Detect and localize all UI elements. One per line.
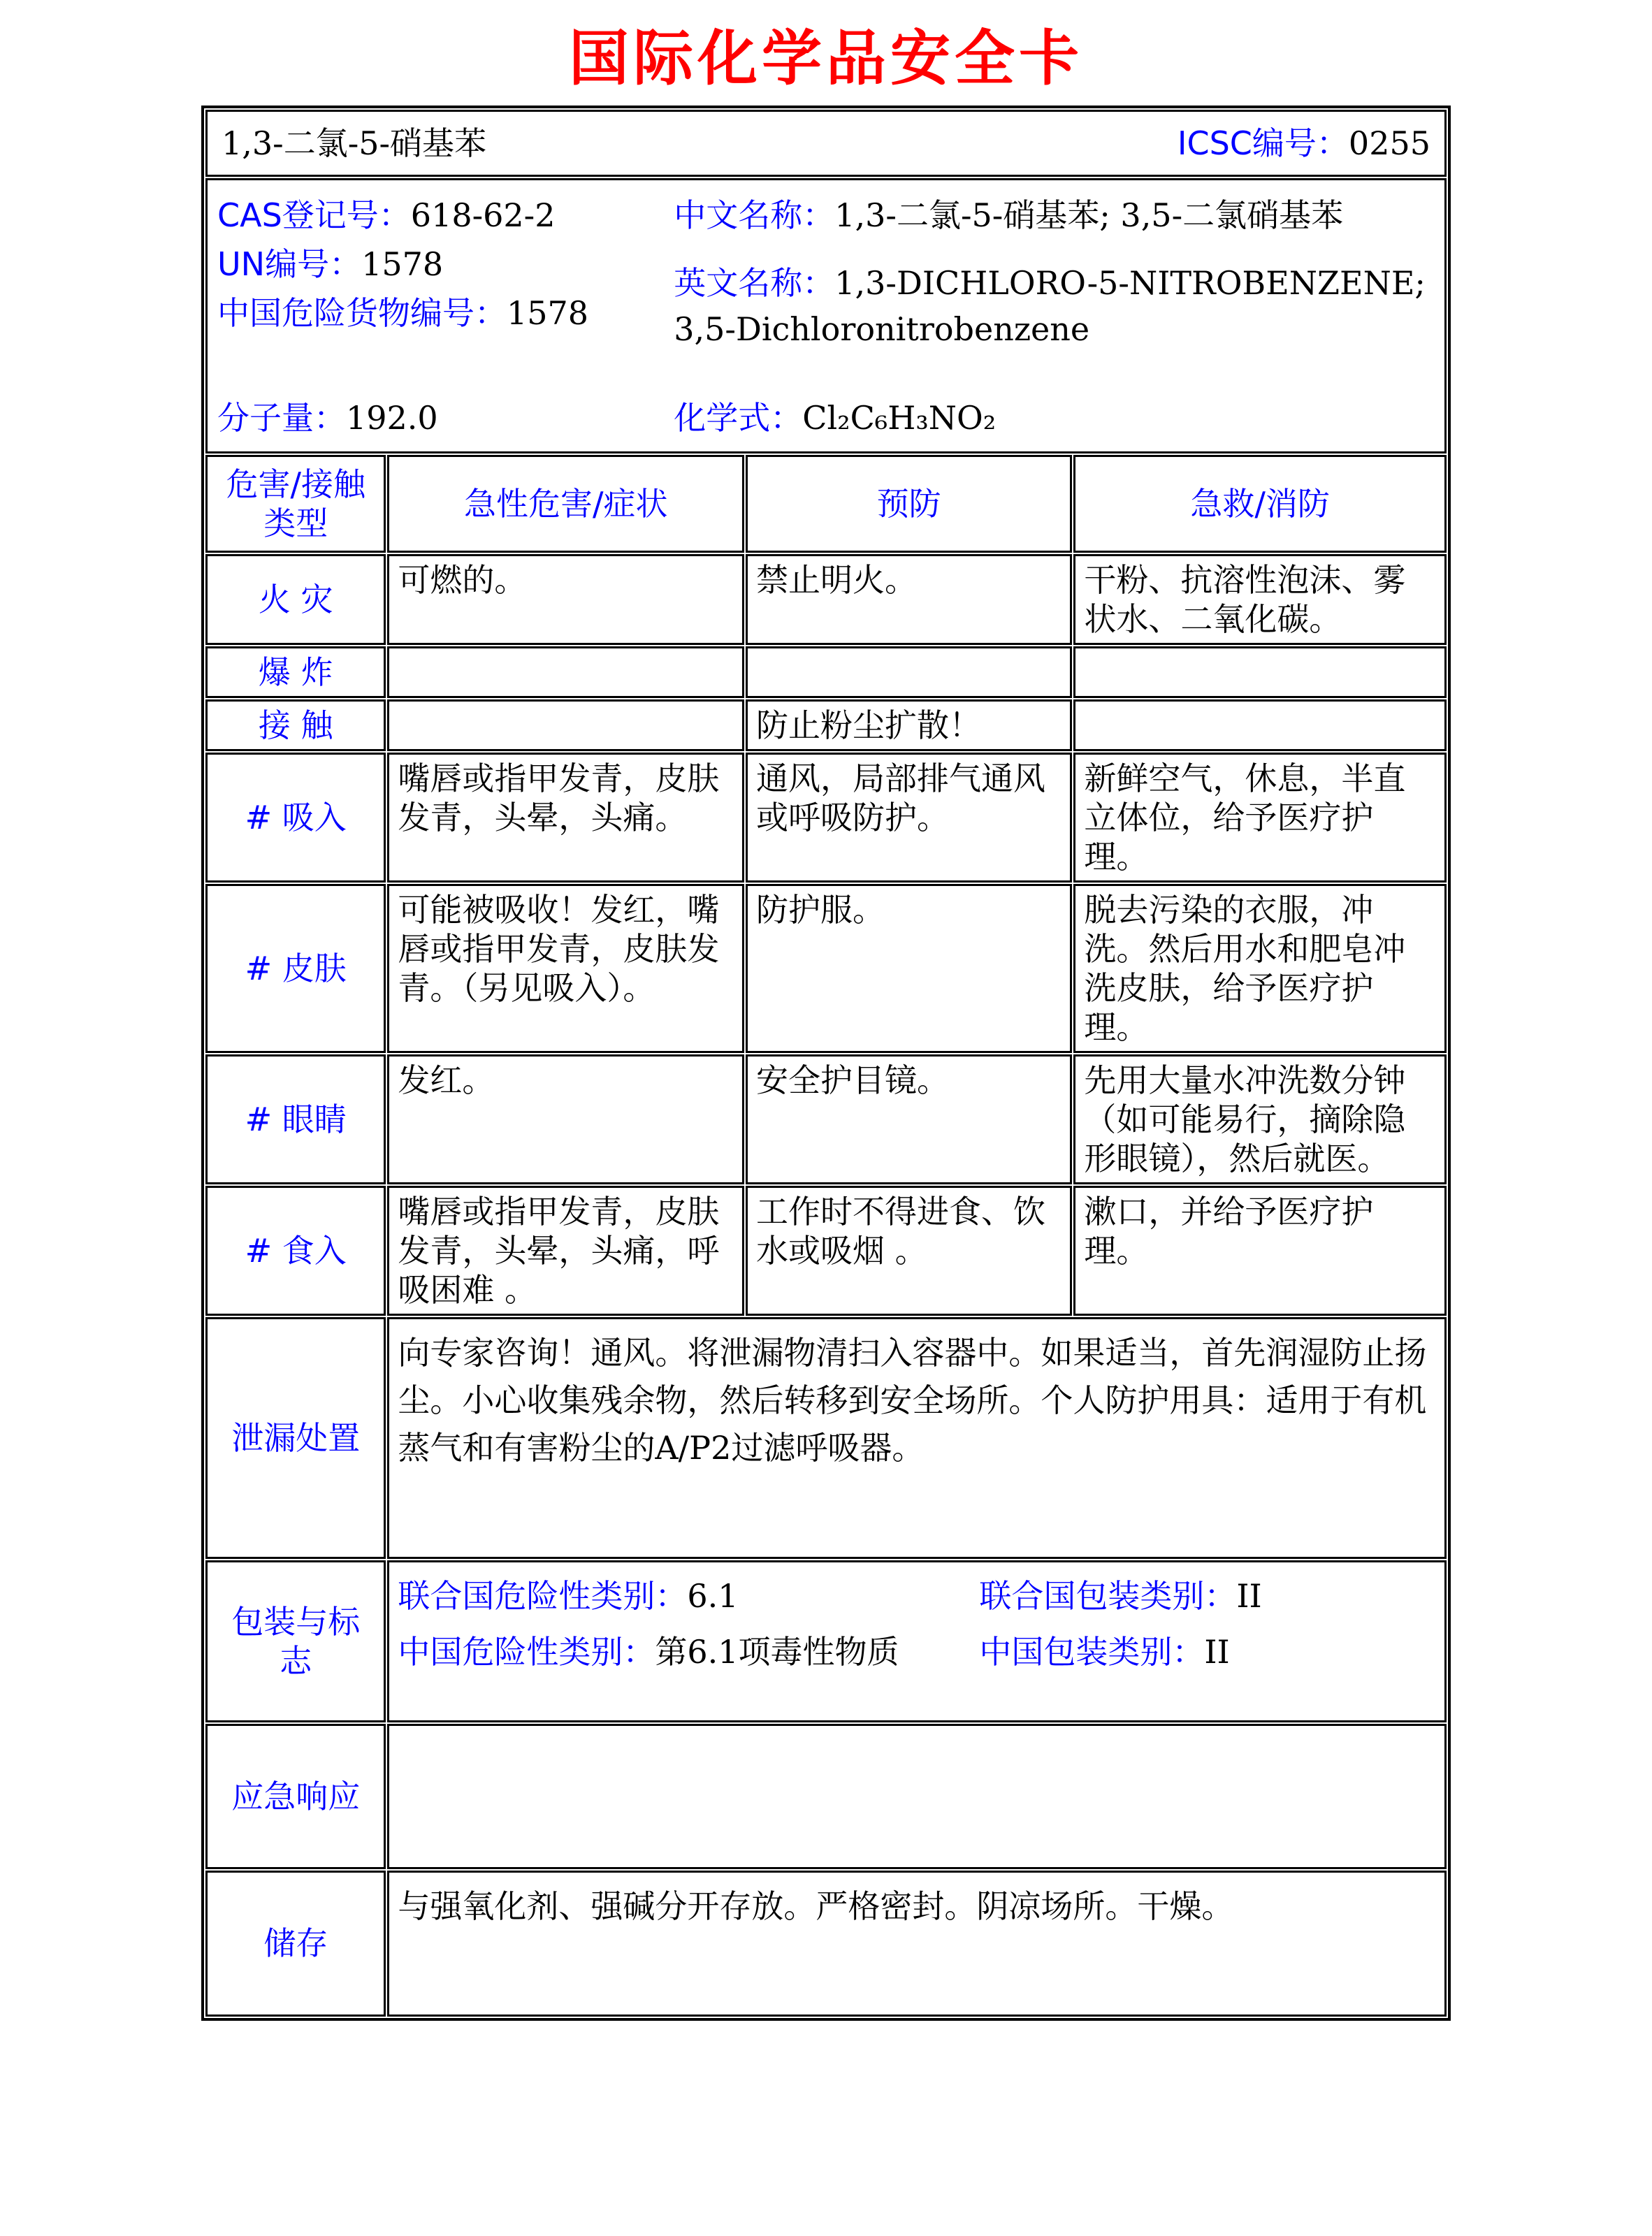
icsc-card-table bbox=[201, 106, 1451, 2021]
ingestion-response: 漱口，并给予医疗护理。 bbox=[1073, 1186, 1447, 1316]
formula-label: 化学式： bbox=[674, 398, 803, 437]
un-label: UN编号： bbox=[217, 245, 362, 283]
inhalation-response: 新鲜空气，休息，半直立体位，给予医疗护理。 bbox=[1073, 753, 1447, 883]
name-row bbox=[205, 110, 1447, 177]
storage-content: 与强氧化剂、强碱分开存放。严格密封。阴凉场所。干燥。 bbox=[387, 1871, 1447, 2017]
hazard-row-contact bbox=[205, 699, 1447, 751]
identifiers-cell bbox=[205, 178, 1447, 453]
english-name-value: 1,3-DICHLORO-5-NITROBENZENE; 3,5-Dichloronitrobenzene bbox=[674, 263, 1426, 348]
spill-disposal-content: 向专家咨询！通风。将泄漏物清扫入容器中。如果适当，首先润湿防止扬尘。小心收集残余物，然后转移到安全场所。个人防护用具：适用于有机蒸气和有害粉尘的A/P2过滤呼吸器。 bbox=[387, 1317, 1447, 1559]
header-hazard-type: 危害/接触类型 bbox=[205, 455, 386, 553]
cas-number-line bbox=[217, 196, 674, 235]
cas-value: 618-62-2 bbox=[410, 196, 556, 234]
page-title: 国际化学品安全卡 bbox=[569, 23, 1083, 94]
cn-hazard-class-value: 第6.1项毒性物质 bbox=[655, 1632, 899, 1671]
contact-response bbox=[1073, 699, 1447, 751]
row-label-eyes: # 眼睛 bbox=[205, 1054, 386, 1184]
un-packing-group-label: 联合国包装类别： bbox=[979, 1576, 1237, 1615]
molecular-weight-line bbox=[217, 398, 674, 437]
chinese-name-value: 1,3-二氯-5-硝基苯; 3,5-二氯硝基苯 bbox=[834, 196, 1344, 234]
ingestion-symptoms: 嘴唇或指甲发青，皮肤发青，头晕，头痛，呼吸困难 。 bbox=[387, 1186, 744, 1316]
fire-symptoms: 可燃的。 bbox=[387, 554, 744, 645]
un-hazard-class-value: 6.1 bbox=[687, 1576, 739, 1615]
un-value: 1578 bbox=[361, 245, 444, 283]
skin-prevention: 防护服。 bbox=[746, 884, 1072, 1053]
molecular-weight-value: 192.0 bbox=[346, 398, 438, 437]
cn-packing-group-value: II bbox=[1204, 1632, 1230, 1671]
explosion-response bbox=[1073, 646, 1447, 698]
icsc-number bbox=[1178, 124, 1430, 163]
formula-line bbox=[674, 398, 1435, 437]
identifiers-row bbox=[205, 178, 1447, 453]
row-label-explosion: 爆 炸 bbox=[205, 646, 386, 698]
spill-disposal-label: 泄漏处置 bbox=[205, 1317, 386, 1559]
eyes-response: 先用大量水冲洗数分钟（如可能易行，摘除隐形眼镜），然后就医。 bbox=[1073, 1054, 1447, 1184]
fire-prevention: 禁止明火。 bbox=[746, 554, 1072, 645]
cn-dangerous-goods-label: 中国危险货物编号： bbox=[217, 293, 507, 332]
row-label-fire: 火 灾 bbox=[205, 554, 386, 645]
hazard-row-inhalation bbox=[205, 753, 1447, 883]
hazard-header-row bbox=[205, 455, 1447, 553]
storage-label: 储存 bbox=[205, 1871, 386, 2017]
cn-dangerous-goods-value: 1578 bbox=[507, 293, 589, 332]
formula-value: Cl₂C₆H₃NO₂ bbox=[802, 398, 997, 437]
explosion-prevention bbox=[746, 646, 1072, 698]
row-label-contact: 接 触 bbox=[205, 699, 386, 751]
contact-symptoms bbox=[387, 699, 744, 751]
explosion-symptoms bbox=[387, 646, 744, 698]
fire-response: 干粉、抗溶性泡沫、雾状水、二氧化碳。 bbox=[1073, 554, 1447, 645]
cn-dangerous-goods-line bbox=[217, 293, 674, 333]
un-packing-group-line bbox=[979, 1572, 1436, 1620]
hazard-row-skin bbox=[205, 884, 1447, 1053]
packaging-labelling-label: 包装与标志 bbox=[205, 1560, 386, 1722]
row-label-skin: # 皮肤 bbox=[205, 884, 386, 1053]
identifiers-left-column bbox=[217, 196, 674, 440]
header-first-aid: 急救/消防 bbox=[1073, 455, 1447, 553]
eyes-symptoms: 发红。 bbox=[387, 1054, 744, 1184]
storage-row bbox=[205, 1871, 1447, 2017]
hazard-row-fire bbox=[205, 554, 1447, 645]
chinese-name-line bbox=[674, 196, 1435, 235]
english-name-line bbox=[674, 260, 1435, 352]
chemical-name: 1,3-二氯-5-硝基苯 bbox=[222, 124, 487, 162]
ingestion-prevention: 工作时不得进食、饮水或吸烟 。 bbox=[746, 1186, 1072, 1316]
packaging-labelling-content bbox=[387, 1560, 1447, 1722]
english-name-label: 英文名称： bbox=[674, 263, 835, 302]
inhalation-prevention: 通风，局部排气通风或呼吸防护。 bbox=[746, 753, 1072, 883]
un-hazard-class-label: 联合国危险性类别： bbox=[398, 1576, 688, 1615]
icsc-number-label: ICSC编号： bbox=[1177, 124, 1349, 162]
cn-hazard-class-line bbox=[398, 1628, 979, 1676]
un-packing-group-value: II bbox=[1236, 1576, 1262, 1615]
emergency-response-label: 应急响应 bbox=[205, 1724, 386, 1869]
molecular-weight-label: 分子量： bbox=[217, 398, 346, 437]
contact-prevention: 防止粉尘扩散！ bbox=[746, 699, 1072, 751]
emergency-response-row bbox=[205, 1724, 1447, 1869]
un-number-line bbox=[217, 245, 674, 284]
cas-label: CAS登记号： bbox=[217, 196, 411, 234]
packaging-labelling-row bbox=[205, 1560, 1447, 1722]
header-symptoms: 急性危害/症状 bbox=[387, 455, 744, 553]
row-label-inhalation: # 吸入 bbox=[205, 753, 386, 883]
emergency-response-content bbox=[387, 1724, 1447, 1869]
hazard-row-eyes bbox=[205, 1054, 1447, 1184]
spill-disposal-row bbox=[205, 1317, 1447, 1559]
skin-response: 脱去污染的衣服，冲洗。然后用水和肥皂冲洗皮肤，给予医疗护理。 bbox=[1073, 884, 1447, 1053]
row-label-ingestion: # 食入 bbox=[205, 1186, 386, 1316]
cn-hazard-class-label: 中国危险性类别： bbox=[398, 1632, 655, 1671]
icsc-number-value: 0255 bbox=[1348, 124, 1430, 162]
chinese-name-label: 中文名称： bbox=[674, 196, 835, 234]
cn-packing-group-line bbox=[979, 1628, 1436, 1676]
skin-symptoms: 可能被吸收！发红，嘴唇或指甲发青，皮肤发青。（另见吸入）。 bbox=[387, 884, 744, 1053]
name-cell bbox=[205, 110, 1447, 177]
hazard-row-ingestion bbox=[205, 1186, 1447, 1316]
cn-packing-group-label: 中国包装类别： bbox=[979, 1632, 1205, 1671]
inhalation-symptoms: 嘴唇或指甲发青，皮肤发青，头晕，头痛。 bbox=[387, 753, 744, 883]
header-prevention: 预防 bbox=[746, 455, 1072, 553]
hazard-row-explosion bbox=[205, 646, 1447, 698]
identifiers-right-column bbox=[674, 196, 1435, 440]
eyes-prevention: 安全护目镜。 bbox=[746, 1054, 1072, 1184]
un-hazard-class-line bbox=[398, 1572, 979, 1620]
